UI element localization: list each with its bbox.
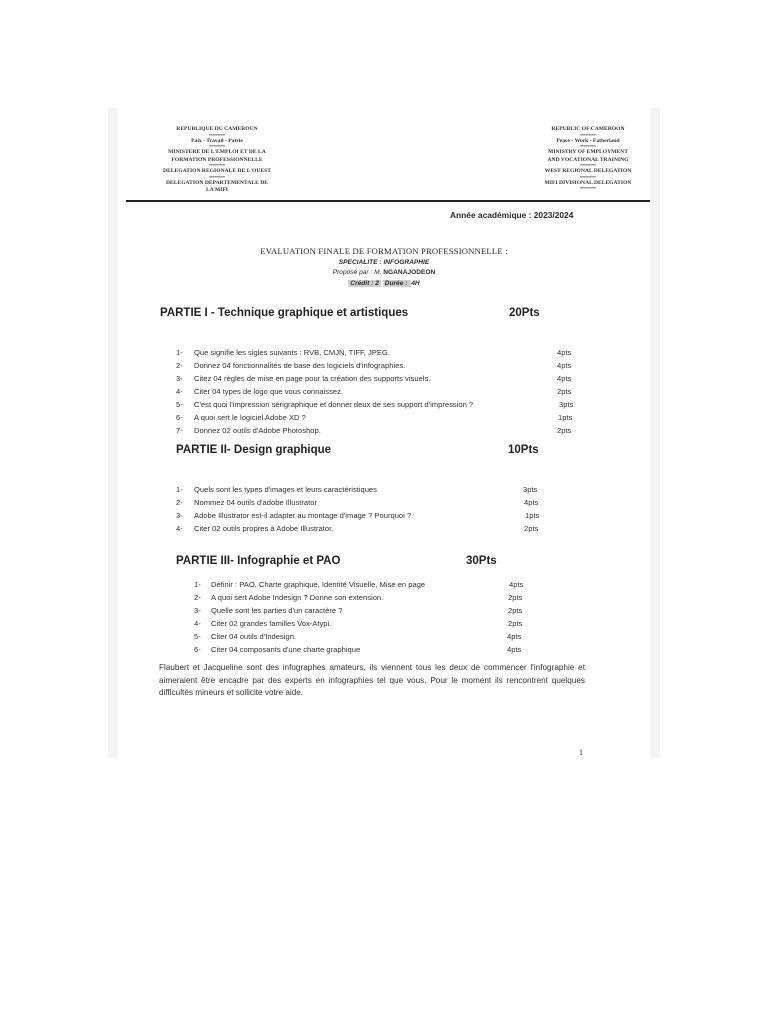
question-number: 3- (194, 606, 201, 615)
question-text: Citer 04 composants d'une charte graphique (211, 645, 361, 654)
specialite-label: SPECIALITE : (338, 259, 384, 266)
question-number: 5- (176, 400, 183, 409)
proposed-label: Proposé par : M. (332, 269, 382, 276)
question-points: 2pts (508, 606, 523, 615)
credit-label: Crédit : 2 (350, 280, 379, 287)
header-right-line: Peace - Work - Fatherland (556, 137, 620, 144)
question-points: 4pts (557, 361, 572, 370)
question-points: 2pts (524, 524, 539, 533)
question-text: A quoi sert le logiciel Adobe XD ? (194, 413, 306, 422)
question-text: Citer 04 types de logo que vous connaissez. (194, 387, 344, 396)
question-number: 2- (176, 498, 183, 507)
question-text: Citer 04 outils d'Indesign. (211, 632, 297, 641)
duree-value: 4H (411, 280, 420, 287)
part-1-points: 20Pts (509, 307, 540, 319)
duree-label: Durée : (384, 280, 410, 287)
question-number: 2- (194, 593, 201, 602)
part-3-title: PARTIE III- Infographie et PAO (176, 555, 341, 567)
question-text: A quoi sert Adobe Indesign ? Donne son extension. (211, 593, 384, 602)
question-text: Définir : PAO, Charte graphique, Identité Visuelle, Mise en page (211, 580, 426, 589)
header-separator: ******** (580, 144, 596, 149)
part-2-title: PARTIE II- Design graphique (176, 444, 332, 456)
part-3-points: 30Pts (466, 555, 497, 567)
question-number: 2- (176, 361, 183, 370)
header-left-line: MINISTERE DE L'EMPLOI ET DE LA FORMATION PROFESSIONNELLE (168, 149, 266, 163)
page-number: 1 (579, 748, 583, 757)
question-number: 1- (176, 485, 183, 494)
part-1-title: PARTIE I - Technique graphique et artistiques (160, 307, 409, 319)
question-number: 3- (176, 374, 183, 383)
header-separator: ******** (209, 132, 225, 138)
question-number: 7- (176, 426, 183, 435)
header-separator: ******** (580, 163, 596, 168)
header-left-line: Paix - Travail - Patrie (191, 137, 243, 144)
question-text: Quels sont les types d'images et leurs caractéristiques (194, 485, 377, 494)
question-points: 2pts (508, 619, 523, 628)
question-text: Donnez 02 outils d'Adobe Photoshop. (194, 426, 321, 435)
header-separator: ******** (580, 186, 596, 191)
header-right-line: MIFI DIVISIONAL DELEGATION (544, 179, 632, 186)
question-points: 2pts (508, 593, 523, 602)
question-text: Adobe Illustrator est-il adapter au montage d'image ? Pourquoi ? (194, 511, 412, 520)
proposed-by-line (118, 269, 650, 276)
question-points: 4pts (524, 498, 539, 507)
header-separator: ******** (209, 174, 225, 180)
question-points: 3pts (523, 485, 538, 494)
question-points: 1pts (558, 413, 573, 422)
question-points: 1pts (525, 511, 540, 520)
question-text: Nommez 04 outils d'adobe Illustrator (194, 498, 318, 507)
document-page (118, 108, 650, 758)
question-text: Citer 02 outils propres à Adobe Illustrator. (194, 524, 334, 533)
question-points: 4pts (507, 645, 522, 654)
question-number: 5- (194, 632, 201, 641)
header-separator: ******** (209, 163, 225, 168)
question-text: Que signifie les sigles suivants : RVB, CMJN, TIFF, JPEG. (194, 348, 390, 357)
question-points: 3pts (559, 400, 574, 409)
question-points: 4pts (507, 632, 522, 641)
question-number: 4- (194, 619, 201, 628)
question-text: Citer 02 grandes familles Vox-Atypi. (211, 619, 332, 628)
question-number: 4- (176, 524, 183, 533)
question-text: Donnez 04 fonctionnalités de base des logiciels d'infographies. (194, 361, 406, 370)
specialite-value: INFOGRAPHIE (383, 259, 430, 266)
header-right (542, 126, 634, 191)
question-points: 4pts (557, 348, 572, 357)
credit-duration-line (118, 280, 650, 287)
header-right-line: MINISTRY OF EMPLOYMENT AND VOCATIONAL TRAINING (547, 149, 629, 163)
proposed-name: NGANAJODEON (383, 269, 436, 276)
header-left-line: REPUBLIQUE DU CAMEROUN (176, 126, 258, 132)
question-number: 6- (176, 413, 183, 422)
closing-paragraph: Flaubert et Jacqueline sont des infographes amateurs, ils viennent tous les deux de commencer l'infographie et aimeraient être encadre par des experts en infographies tel que vous. Pour le moment ils rencontrent quelques difficultés mineurs et sollicite votre aide. (159, 663, 585, 697)
question-number: 1- (194, 580, 201, 589)
question-points: 2pts (557, 387, 572, 396)
evaluation-title: EVALUATION FINALE DE FORMATION PROFESSIONNELLE : (260, 246, 508, 256)
header-left-line: DELEGATION DEPARTEMENTALE DE LA MIFI (165, 179, 269, 193)
header-left-line: DELEGATION REGIONALE DE L'OUEST (163, 168, 271, 174)
question-number: 4- (176, 387, 183, 396)
question-points: 2pts (557, 426, 572, 435)
question-text: C'est quoi l'impression sérigraphique et donner deux de ses support d'impression ? (194, 400, 474, 409)
header-separator: ******** (580, 132, 596, 138)
academic-year: Année académique : 2023/2024 (450, 210, 574, 220)
part-2-points: 10Pts (508, 444, 539, 456)
question-text: Quelle sont les parties d'un caractère ? (211, 606, 343, 615)
header-right-line: REPUBLIC OF CAMEROON (551, 126, 625, 132)
question-text: Citez 04 règles de mise en page pour la création des supports visuels. (194, 374, 431, 383)
question-number: 6- (194, 645, 201, 654)
question-points: 4pts (509, 580, 524, 589)
header-separator: ******** (209, 144, 225, 149)
question-number: 3- (176, 511, 183, 520)
header-separator: ******** (580, 174, 596, 180)
question-number: 1- (176, 348, 183, 357)
header-rule (126, 200, 650, 202)
header-left (162, 126, 272, 195)
specialite-line (118, 259, 650, 266)
question-points: 4pts (557, 374, 572, 383)
header-right-line: WEST REGIONAL DELEGATION (544, 168, 632, 174)
